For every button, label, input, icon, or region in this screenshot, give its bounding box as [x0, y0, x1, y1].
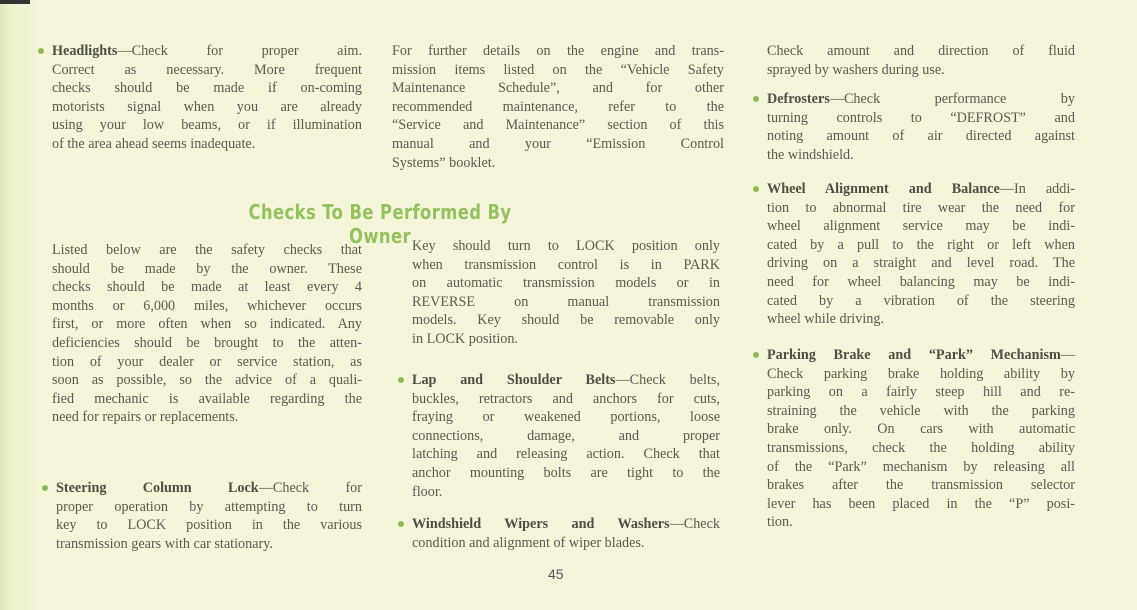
text-line: first, or more often when so indicated. Any [52, 316, 362, 333]
text-line: checks should be made if on-coming [52, 80, 362, 97]
text-line: connections, damage, and proper [412, 427, 720, 444]
wheel-alignment-paragraph [767, 180, 1075, 329]
text-line: need for wheel balancing may be indi- [767, 273, 1075, 290]
text-line: Check parking brake holding ability by [767, 365, 1075, 382]
text-line: condition and alignment of wiper blades. [412, 534, 645, 551]
page-number: 45 [548, 566, 564, 582]
text-line: REVERSE on manual transmission [412, 293, 720, 310]
text-line: deficiencies should be brought to the atten- [52, 334, 362, 351]
text-line: transmissions, check the holding ability [767, 439, 1075, 456]
text-line: mission items listed on the “Vehicle Safety [392, 61, 724, 78]
steering-column-lock-paragraph [56, 479, 362, 553]
item-text: —Check belts, [615, 372, 720, 388]
item-text: —In addi- [999, 181, 1075, 197]
text-line: transmission gears with car stationary. [56, 535, 273, 552]
headlights-paragraph [52, 42, 362, 154]
defrosters-paragraph [767, 90, 1075, 164]
text-line [767, 90, 1075, 109]
bullet-icon [398, 521, 404, 527]
text-line: soon as possible, so the advice of a quali- [52, 372, 362, 389]
bullet-icon [42, 485, 48, 491]
text-line: recommended maintenance, refer to the [392, 98, 724, 115]
item-lead: Parking Brake and “Park” Mechanism [767, 347, 1061, 363]
item-text: — [1060, 347, 1075, 363]
item-lead: Defrosters [767, 91, 830, 107]
bullet-icon [753, 352, 759, 358]
text-line: fied mechanic is available regarding the [52, 390, 362, 407]
text-line: lever has been placed in the “P” posi- [767, 495, 1075, 512]
text-line: tion. [767, 514, 793, 531]
text-line: key to LOCK position in the various [56, 517, 362, 534]
item-lead: Windshield Wipers and Washers [412, 516, 670, 532]
text-line: should be made by the owner. These [52, 260, 362, 277]
text-line: turning controls to “DEFROST” and [767, 109, 1075, 126]
text-line: Correct as necessary. More frequent [52, 61, 362, 78]
intro-paragraph [52, 241, 362, 427]
bullet-icon [753, 96, 759, 102]
bullet-icon [753, 186, 759, 192]
washer-fluid-paragraph [767, 42, 1075, 79]
text-line: brake only. On cars with automatic [767, 421, 1075, 438]
section-heading: Checks To Be Performed By Owner [248, 200, 512, 248]
text-line: using your low beams, or if illumination [52, 117, 362, 134]
text-line: tion to abnormal tire wear the need for [767, 199, 1075, 216]
item-text: —Check [669, 516, 720, 532]
text-line: on automatic transmission models or in [412, 275, 720, 292]
item-lead: Steering Column Lock [56, 480, 259, 496]
text-line: cated by a vibration of the steering [767, 292, 1075, 309]
text-line: straining the vehicle with the parking [767, 402, 1075, 419]
lap-shoulder-belts-paragraph [412, 371, 720, 501]
item-text: —Check for [258, 480, 362, 496]
text-line: checks should be made at least every 4 [52, 279, 362, 296]
bullet-icon [38, 48, 44, 54]
text-line: Check amount and direction of fluid [767, 43, 1075, 59]
text-line: buckles, retractors and anchors for cuts, [412, 390, 720, 407]
text-line: Listed below are the safety checks that [52, 242, 362, 258]
item-lead: Headlights [52, 43, 118, 59]
text-line: anchor mounting bolts are tight to the [412, 464, 720, 481]
text-line: need for repairs or replacements. [52, 409, 239, 426]
text-line: wheel while driving. [767, 311, 885, 328]
text-line: wheel alignment service may be indi- [767, 218, 1075, 235]
text-line: parking on a fairly steep hill and re- [767, 384, 1075, 401]
parking-brake-paragraph [767, 346, 1075, 532]
text-line: sprayed by washers during use. [767, 61, 945, 78]
bullet-icon [398, 377, 404, 383]
text-line: in LOCK position. [412, 330, 519, 347]
text-line: tion of your dealer or service station, as [52, 353, 362, 370]
text-line: fraying or weakened portions, loose [412, 409, 720, 426]
text-line: manual and your “Emission Control [392, 135, 724, 152]
text-line [412, 371, 720, 390]
item-lead: Lap and Shoulder Belts [412, 372, 616, 388]
text-line: latching and releasing action. Check that [412, 446, 720, 463]
text-line: Systems” booklet. [392, 154, 496, 171]
key-lock-paragraph [412, 237, 720, 349]
text-line: months or 6,000 miles, whichever occurs [52, 297, 362, 314]
windshield-wipers-paragraph [412, 515, 720, 552]
item-text: —Check performance by [829, 91, 1075, 107]
item-lead: Wheel Alignment and Balance [767, 181, 1000, 197]
text-line: motorists signal when you are already [52, 98, 362, 115]
text-line [767, 346, 1075, 365]
text-line: models. Key should be removable only [412, 312, 720, 329]
text-line: For further details on the engine and trans- [392, 43, 724, 59]
item-text: —Check for proper aim. [117, 43, 362, 59]
text-line [56, 479, 362, 498]
text-line: of the “Park” mechanism by releasing all [767, 458, 1075, 475]
text-line: brakes after the transmission selector [767, 477, 1075, 494]
text-line [52, 42, 362, 61]
further-details-paragraph [392, 42, 724, 172]
text-line [412, 515, 720, 534]
text-line: driving on a straight and level road. The [767, 255, 1075, 272]
text-line: when transmission control is in PARK [412, 256, 720, 273]
text-line: cated by a pull to the right or left when [767, 236, 1075, 253]
text-line: “Service and Maintenance” section of this [392, 117, 724, 134]
scan-edge-mark [0, 0, 30, 4]
text-line: the windshield. [767, 146, 854, 163]
text-line: of the area ahead seems inadequate. [52, 135, 256, 152]
text-line: proper operation by attempting to turn [56, 498, 362, 515]
text-line: Key should turn to LOCK position only [412, 238, 720, 254]
text-line: Maintenance Schedule”, and for other [392, 80, 724, 97]
text-line [767, 180, 1075, 199]
text-line: noting amount of air directed against [767, 128, 1075, 145]
text-line: floor. [412, 483, 443, 500]
